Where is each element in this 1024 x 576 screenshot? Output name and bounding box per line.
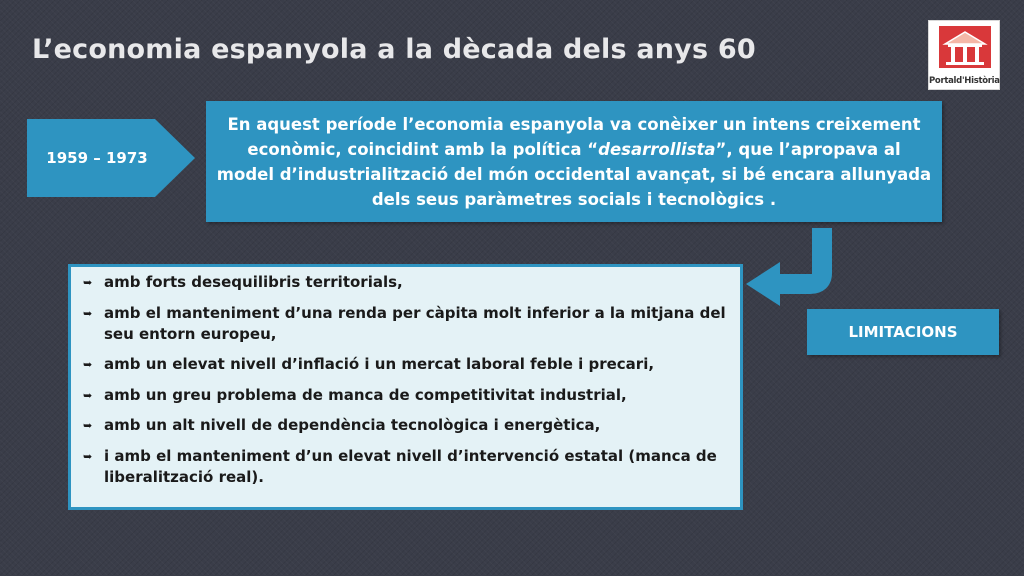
slide-title: L’economia espanyola a la dècada dels anys 60	[32, 34, 756, 65]
list-item-text: amb un elevat nivell d’inflació i un mercat laboral feble i precari,	[104, 355, 655, 373]
period-label: 1959 – 1973	[46, 149, 148, 167]
arrow-bullet-icon: ➥	[83, 276, 93, 289]
limitations-list	[68, 264, 743, 510]
list-item-text: amb un greu problema de manca de competitivitat industrial,	[104, 385, 627, 404]
period-arrow	[27, 119, 195, 197]
list-item	[79, 415, 732, 436]
arrow-bullet-icon: ➥	[83, 358, 93, 371]
list-item	[79, 354, 732, 375]
temple-icon	[935, 24, 995, 74]
intro-box	[206, 101, 942, 222]
list-item	[79, 446, 732, 488]
list-item	[79, 385, 732, 406]
list-item-text: amb un alt nivell de dependència tecnològica i energètica,	[104, 416, 601, 434]
list-item	[79, 303, 732, 345]
list-item	[79, 272, 732, 293]
curved-arrow-icon	[740, 228, 840, 312]
list-item-text: amb forts desequilibris territorials,	[104, 273, 403, 291]
portal-historia-logo	[928, 20, 1000, 90]
intro-text-emphasis: desarrollista	[598, 139, 716, 159]
arrow-bullet-icon: ➥	[83, 306, 93, 320]
list-item-text: i amb el manteniment d’un elevat nivell d’intervenció estatal (manca de liberalització real).	[104, 446, 717, 486]
intro-text-after: ”, que l’apropava al model d’industrialització del món occidental avançat, si bé encara allunyada dels seus paràmetres socials i tecnològics .	[216, 139, 932, 209]
intro-text-before: En aquest període l’economia espanyola va conèixer un intens creixement econòmic, coincidint amb la política “	[227, 114, 921, 159]
logo-text: Portald'Història	[929, 76, 1000, 86]
arrow-bullet-icon: ➥	[83, 449, 93, 463]
list-item-text: amb el manteniment d’una renda per càpita molt inferior a la mitjana del seu entorn europeu,	[104, 303, 726, 343]
arrow-bullet-icon: ➥	[83, 388, 93, 402]
limitations-label: LIMITACIONS	[807, 309, 999, 355]
arrow-bullet-icon: ➥	[83, 419, 93, 432]
